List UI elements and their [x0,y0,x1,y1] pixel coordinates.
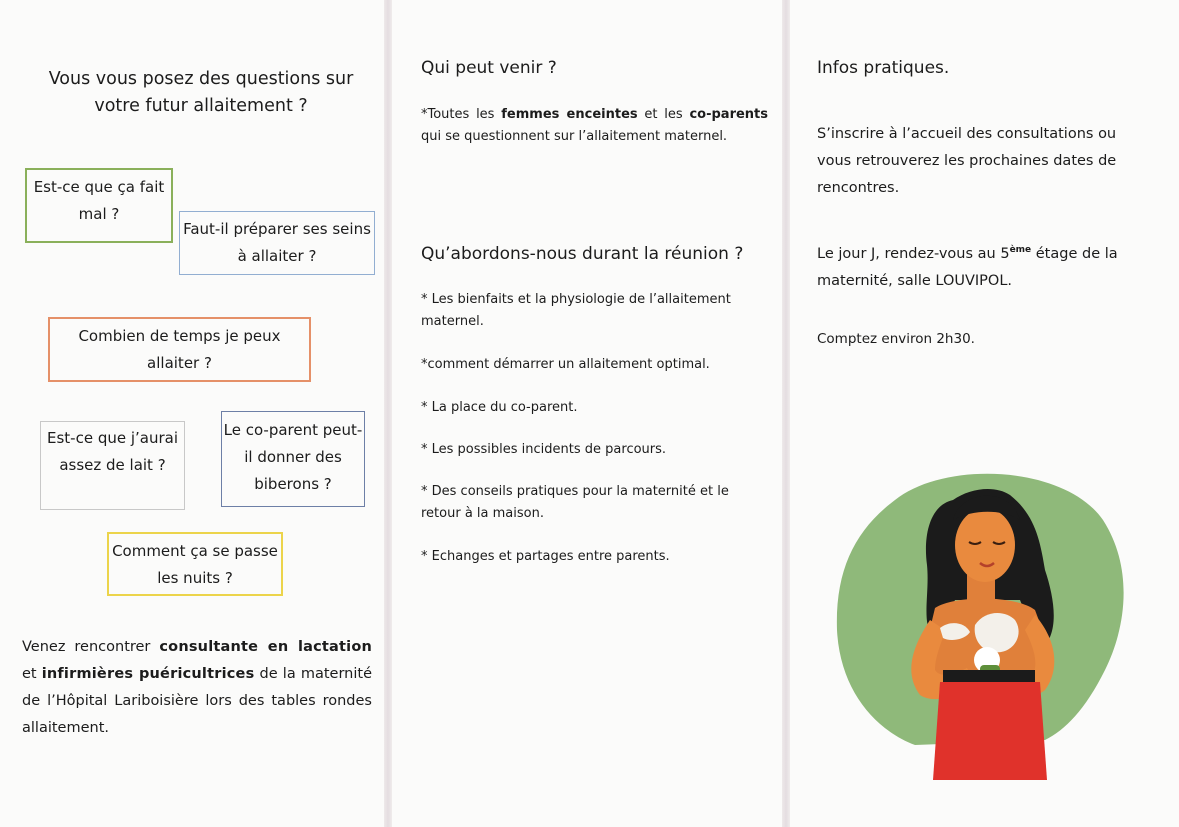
belt-shape [943,670,1035,682]
intro-text: Venez rencontrer [22,639,160,655]
who-bold: co-parents [689,107,768,122]
question-box: Est-ce que j’aurai assez de lait ? [40,421,185,510]
who-heading: Qui peut venir ? [421,58,557,78]
topics-heading: Qu’abordons-nous durant la réunion ? [421,244,744,264]
floor-superscript: ème [1009,245,1032,255]
intro-bold: consultante en lactation [159,639,372,655]
pants-shape [933,682,1047,780]
question-box: Faut-il préparer ses seins à allaiter ? [179,211,375,275]
location-paragraph [817,237,1152,295]
duration-text: Comptez environ 2h30. [817,331,975,347]
location-text: Le jour J, rendez-vous au 5 [817,246,1010,262]
intro-bold: infirmières puéricultrices [41,666,255,682]
intro-paragraph [22,634,372,742]
who-text: *Toutes les [421,107,502,122]
topic-item: * Les possibles incidents de parcours. [421,442,667,457]
topic-item: * Echanges et partages entre parents. [421,549,670,564]
breastfeeding-woman-illustration [835,460,1130,780]
who-paragraph [421,104,768,148]
topic-item: * La place du co-parent. [421,400,578,415]
topic-item: * Des conseils pratiques pour la maternité et le retour à la maison. [421,484,729,521]
question-box: Le co-parent peut-il donner des biberons ? [221,411,365,507]
question-box: Combien de temps je peux allaiter ? [48,317,311,382]
topic-item: * Les bienfaits et la physiologie de l’allaitement maternel. [421,292,731,329]
who-text: qui se questionnent sur l’allaitement maternel. [421,129,728,144]
page-title: Vous vous posez des questions sur votre futur allaitement ? [48,69,354,116]
topic-item: *comment démarrer un allaitement optimal. [421,357,710,372]
register-paragraph: S’inscrire à l’accueil des consultations ou vous retrouverez les prochaines dates de rencontres. [817,126,1117,196]
who-text: et les [637,107,690,122]
intro-text: et [22,666,42,682]
infos-heading: Infos pratiques. [817,58,950,78]
intro-text: de la maternité de l’Hôpital Lariboisière lors des tables rondes allaitement. [22,666,372,736]
question-box: Est-ce que ça fait mal ? [25,168,173,243]
face-shape [955,508,1015,582]
location-text: étage de la maternité, salle LOUVIPOL. [817,246,1118,289]
fold-line [384,0,392,827]
fold-line [782,0,790,827]
who-bold: femmes enceintes [501,107,638,122]
question-box: Comment ça se passe les nuits ? [107,532,283,596]
